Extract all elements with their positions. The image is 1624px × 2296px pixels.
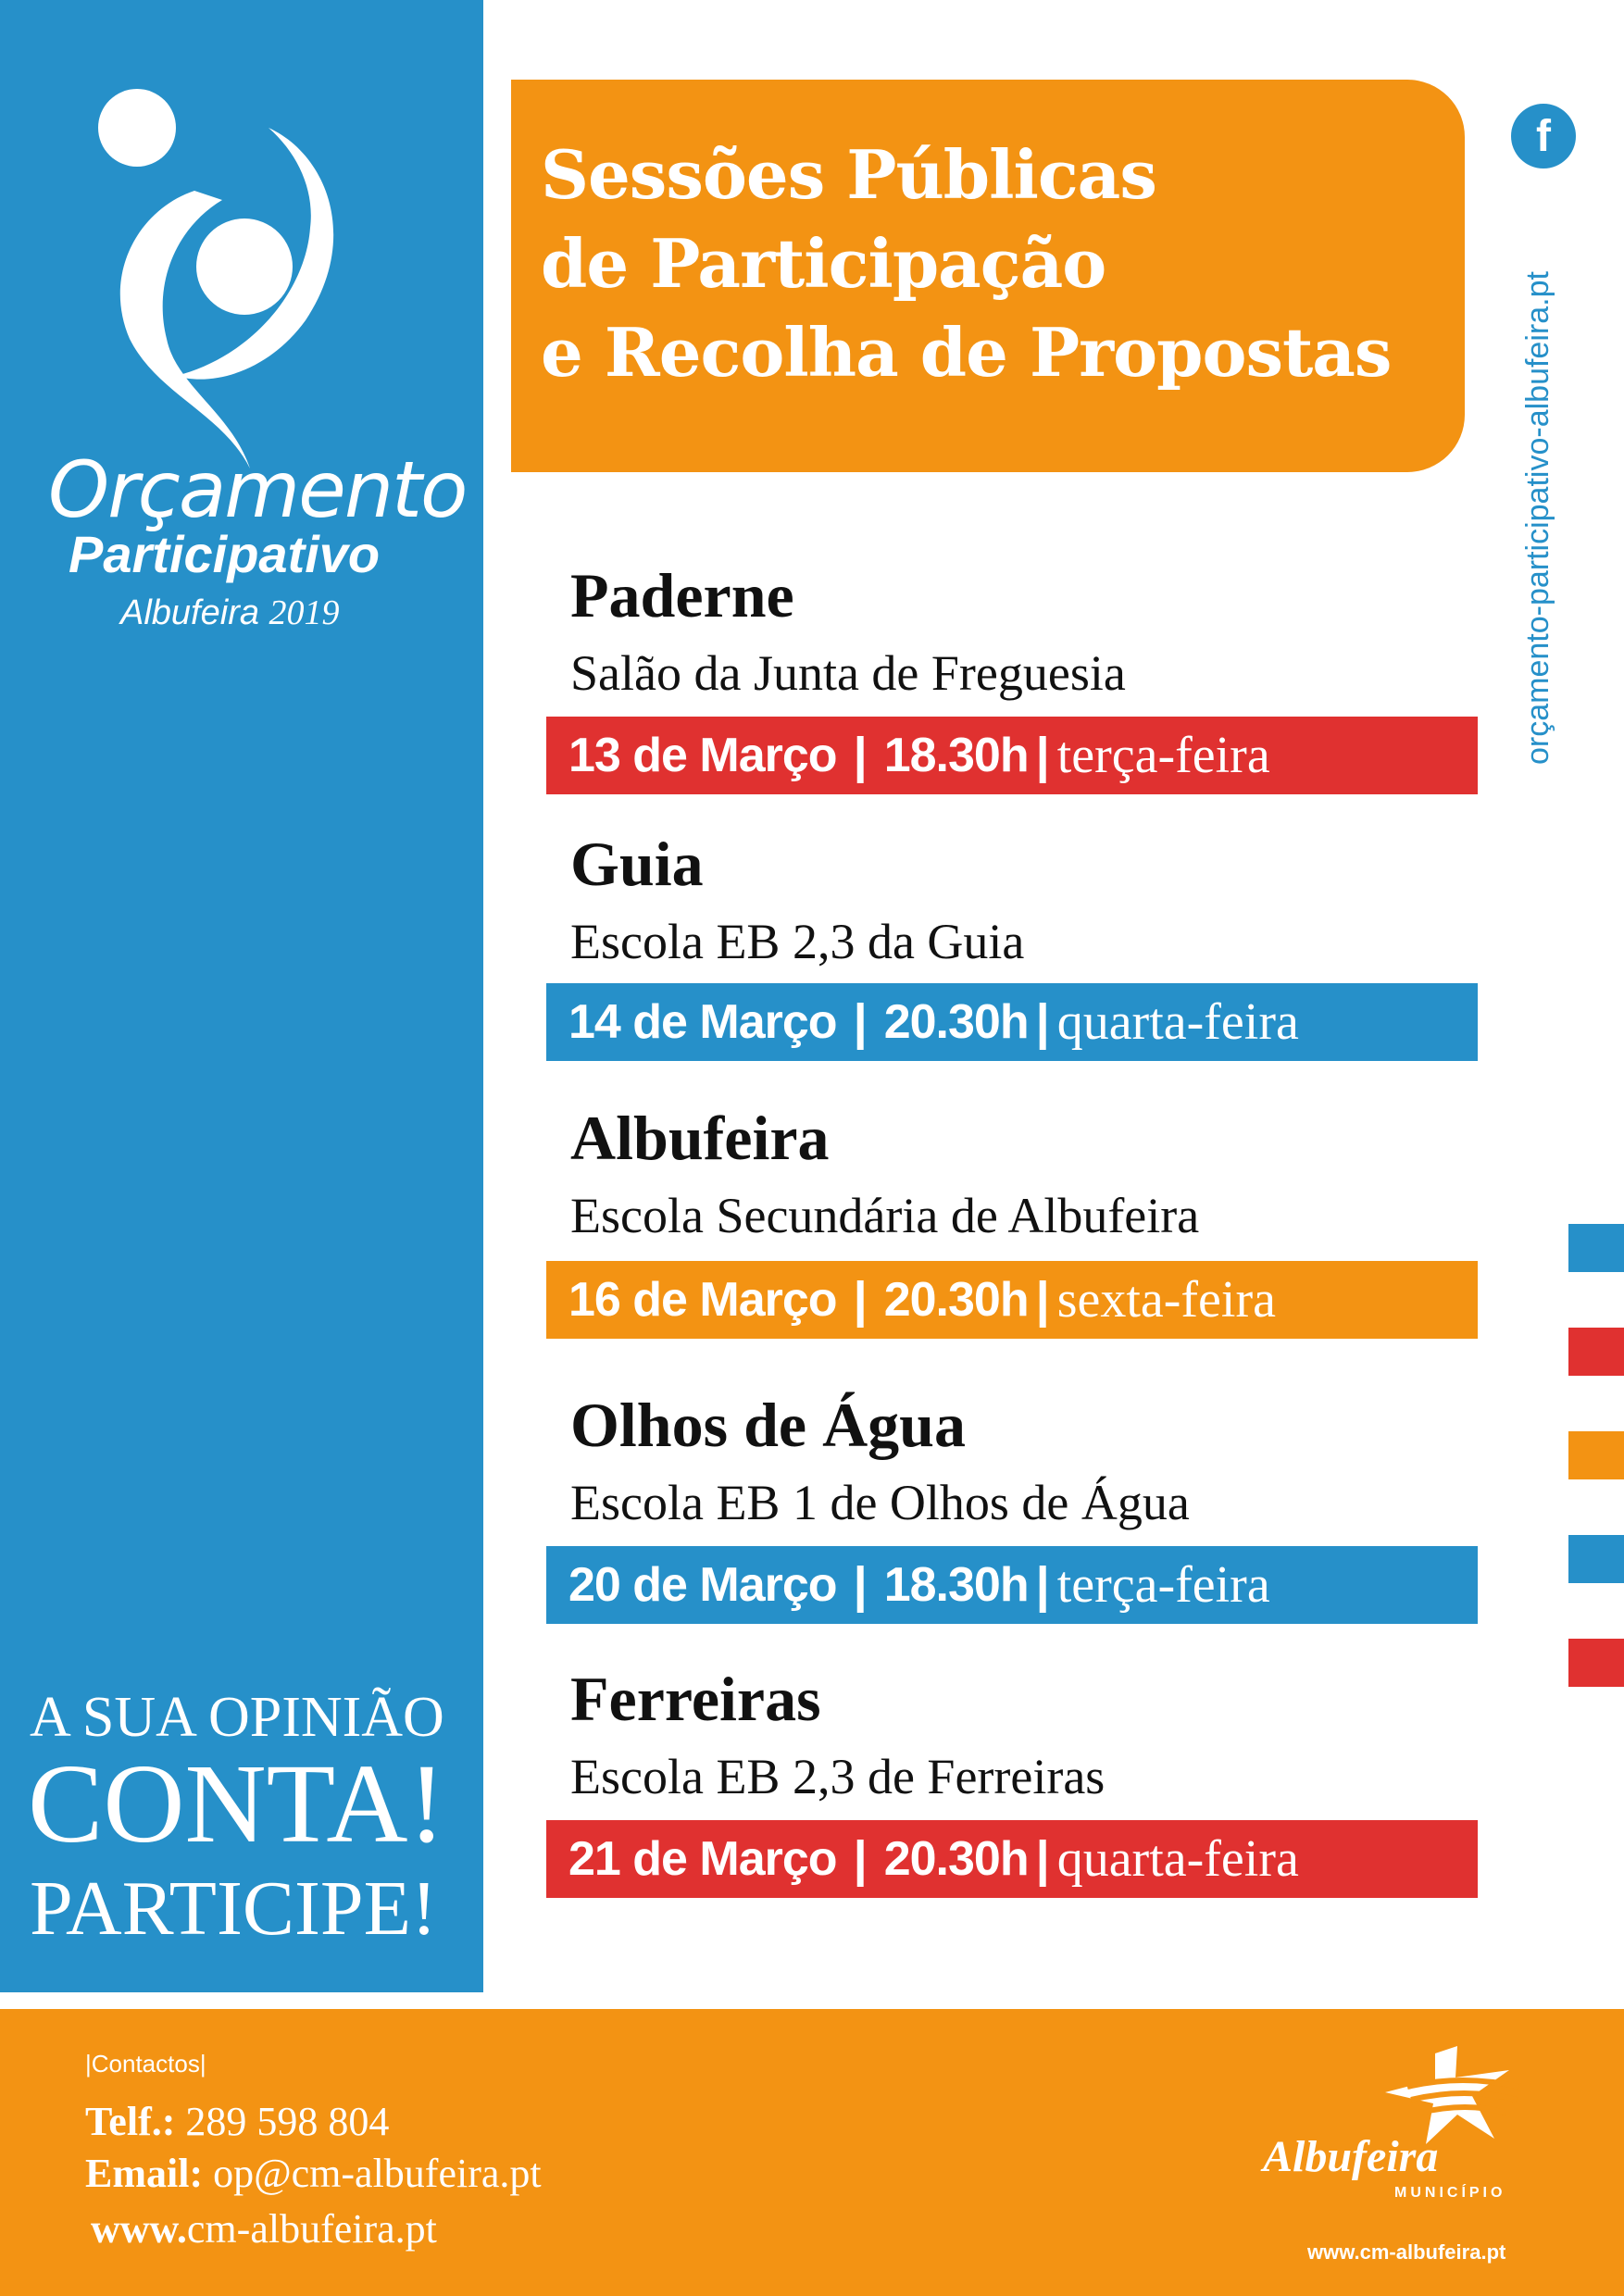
color-swatch-blue <box>1568 1535 1624 1583</box>
municipio-subtitle: MUNICÍPIO <box>1394 2185 1506 2201</box>
contactos-label: |Contactos| <box>85 2050 206 2078</box>
session-place: Paderne <box>570 560 794 630</box>
color-swatch-orange <box>1568 1431 1624 1479</box>
session-weekday: sexta-feira <box>1056 1271 1276 1329</box>
footer <box>0 2009 1624 2296</box>
orcamento-participativo-logo-icon <box>83 89 417 468</box>
session-date-bar <box>546 983 1478 1061</box>
phone-label: Telf.: <box>85 2099 176 2144</box>
session-date: 20 de Março <box>568 1558 837 1612</box>
website-line[interactable] <box>91 2205 437 2252</box>
municipio-albufeira-logo <box>1259 2046 1555 2277</box>
session-venue: Escola EB 2,3 da Guia <box>570 914 1025 969</box>
separator: | <box>1035 728 1050 783</box>
session-time: 18.30h <box>883 1558 1029 1612</box>
session-place: Guia <box>570 829 704 899</box>
slogan-line-2: CONTA! <box>28 1741 446 1866</box>
session-weekday: terça-feira <box>1056 1556 1270 1614</box>
separator: | <box>1035 994 1050 1050</box>
session-date: 14 de Março <box>568 995 837 1049</box>
title-line-3: e Recolha de Propostas <box>541 313 1392 392</box>
session-date-bar <box>546 717 1478 794</box>
sidebar <box>0 0 483 1992</box>
session-time: 20.30h <box>883 1832 1029 1886</box>
session-time: 20.30h <box>883 995 1029 1049</box>
session-venue: Escola EB 1 de Olhos de Água <box>570 1475 1190 1530</box>
session-venue: Salão da Junta de Freguesia <box>570 645 1126 701</box>
municipio-url[interactable]: www.cm-albufeira.pt <box>1307 2240 1506 2264</box>
separator: | <box>1035 1831 1050 1887</box>
email-value[interactable]: op@cm-albufeira.pt <box>213 2151 542 2196</box>
logo-albufeira-label: Albufeira <box>120 593 259 632</box>
email-label: Email: <box>85 2151 204 2196</box>
title-line-1: Sessões Públicas <box>541 135 1156 214</box>
session-time: 18.30h <box>883 729 1029 782</box>
separator: | <box>853 728 868 783</box>
session-time: 20.30h <box>883 1273 1029 1327</box>
logo-word-albufeira <box>120 593 340 633</box>
session-date: 13 de Março <box>568 729 837 782</box>
facebook-icon[interactable]: f <box>1511 104 1576 168</box>
session-date-bar <box>546 1261 1478 1339</box>
logo-word-participativo: Participativo <box>69 525 381 583</box>
phone-line <box>85 2098 389 2145</box>
separator: | <box>853 1557 868 1613</box>
session-venue: Escola Secundária de Albufeira <box>570 1188 1200 1243</box>
session-weekday: quarta-feira <box>1056 1830 1299 1888</box>
session-place: Albufeira <box>570 1103 830 1173</box>
slogan-line-3: PARTICIPE! <box>30 1866 437 1952</box>
website-prefix: www. <box>91 2206 187 2252</box>
session-weekday: terça-feira <box>1056 727 1270 784</box>
separator: | <box>853 1831 868 1887</box>
session-weekday: quarta-feira <box>1056 993 1299 1051</box>
separator: | <box>1035 1557 1050 1613</box>
slogan-line-1: A SUA OPINIÃO <box>30 1686 444 1749</box>
separator: | <box>853 994 868 1050</box>
session-date-bar <box>546 1546 1478 1624</box>
separator: | <box>853 1272 868 1328</box>
separator: | <box>1035 1272 1050 1328</box>
logo-year: 2019 <box>269 593 340 632</box>
color-swatch-blue <box>1568 1224 1624 1272</box>
vertical-website-url[interactable]: orçamento-participativo-albufeira.pt <box>1520 271 1555 765</box>
color-swatch-red <box>1568 1328 1624 1376</box>
session-date: 21 de Março <box>568 1832 837 1886</box>
title-line-2: de Participação <box>541 224 1106 303</box>
color-swatch-red <box>1568 1639 1624 1687</box>
session-date-bar <box>546 1820 1478 1898</box>
title-box <box>511 80 1465 472</box>
municipio-name: Albufeira <box>1263 2132 1439 2181</box>
phone-value[interactable]: 289 598 804 <box>185 2099 390 2144</box>
website-value: cm-albufeira.pt <box>186 2206 437 2252</box>
session-place: Ferreiras <box>570 1664 821 1734</box>
session-date: 16 de Março <box>568 1273 837 1327</box>
email-line <box>85 2150 542 2197</box>
session-venue: Escola EB 2,3 de Ferreiras <box>570 1749 1106 1804</box>
logo-word-orcamento: Orçamento <box>48 444 467 535</box>
session-place: Olhos de Água <box>570 1390 966 1460</box>
